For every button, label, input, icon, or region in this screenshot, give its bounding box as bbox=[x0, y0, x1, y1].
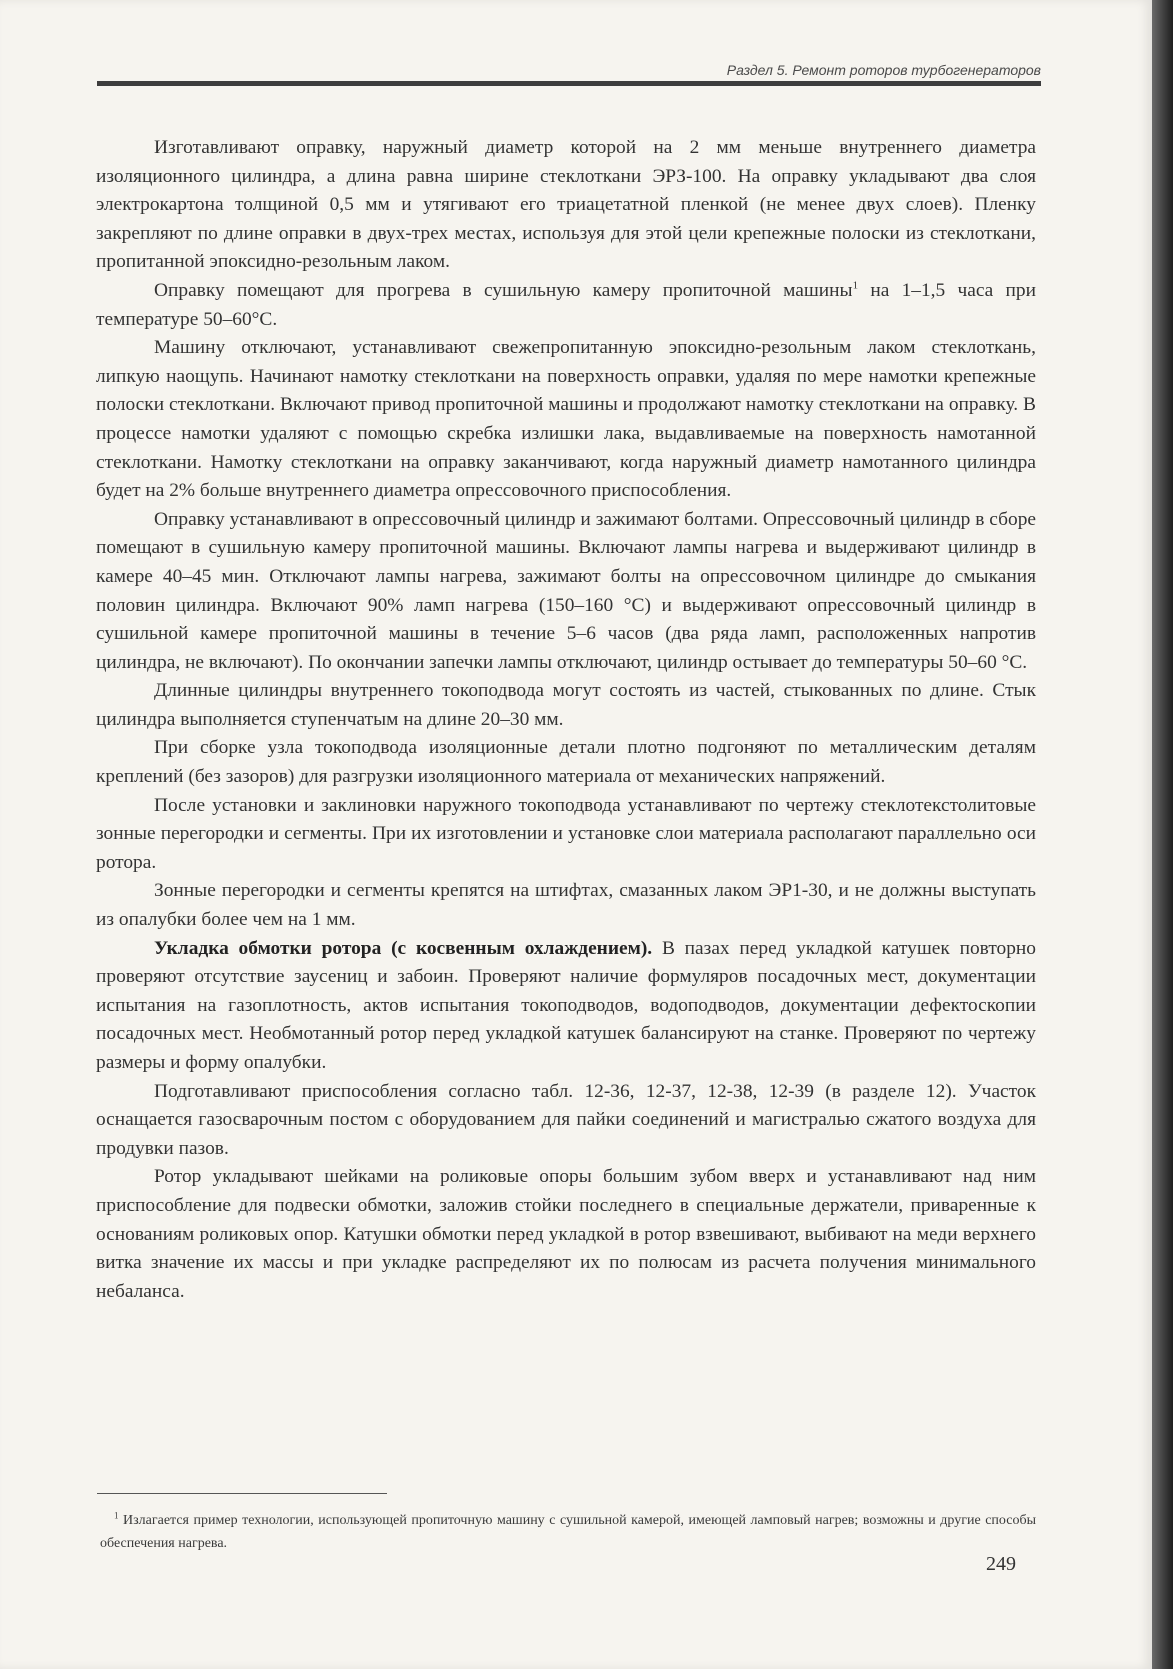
paragraph-2 bbox=[96, 277, 1036, 334]
page-number: 249 bbox=[986, 1553, 1016, 1575]
paragraph-7: После установки и заклиновки наружного токоподвода устанавливают по чертежу стеклотекстолитовые зонные перегородки и сегменты. При их изготовлении и установке слои материала располагают параллельно оси ротора. bbox=[96, 794, 1036, 873]
header-rule bbox=[97, 81, 1041, 86]
paragraph-5: Длинные цилиндры внутреннего токоподвода могут состоять из частей, стыкованных по длине. Стык цилиндра выполняется ступенчатым на длине 20–30 мм. bbox=[96, 680, 1036, 730]
paragraph-9 bbox=[96, 935, 1036, 1078]
paragraph-8: Зонные перегородки и сегменты крепятся на штифтах, смазанных лаком ЭР1-30, и не должны выступать из опалубки более чем на 1 мм. bbox=[96, 880, 1036, 931]
section-heading-inline: Укладка обмотки ротора (с косвенным охлаждением). bbox=[154, 937, 653, 959]
footnote-reference[interactable]: 1 bbox=[852, 279, 859, 292]
paragraph-9-text: В пазах перед укладкой катушек повторно проверяют отсутствие заусениц и забоин. Проверяют наличие формуляров посадочных мест, документации испытания на газоплотность, актов испытания токоподводов, водоподводов, документации дефектоскопии посадочных мест. Необмотанный ротор перед укладкой катушек балансируют на станке. Проверяют по чертежу размеры и форму опалубки. bbox=[96, 937, 1036, 1073]
paragraph-4: Оправку устанавливают в опрессовочный цилиндр и зажимают болтами. Опрессовочный цилиндр в сборе помещают в сушильную камеру пропиточной машины. Включают лампы нагрева и выдерживают цилиндр в камере 40–45 мин. Отключают лампы нагрева, зажимают болты на опрессовочном цилиндре до смыкания половин цилиндра. Включают 90% ламп нагрева (150–160 °С) и выдерживают опрессовочный цилиндр в сушильной камере пропиточной машины в течение 5–6 часов (два ряда ламп, расположенных напротив цилиндра, не включают). По окончании запечки лампы отключают, цилиндр остывает до температуры 50–60 °С. bbox=[96, 508, 1036, 673]
running-header: Раздел 5. Ремонт роторов турбогенераторов bbox=[726, 62, 1041, 78]
main-text bbox=[96, 134, 1036, 1306]
footnote bbox=[100, 1509, 1036, 1555]
footnote-mark: 1 bbox=[114, 1510, 119, 1521]
paragraph-3: Машину отключают, устанавливают свежепропитанную эпоксидно-резольным лаком стеклоткань, липкую наощупь. Начинают намотку стеклоткани на поверхность оправки, удаляя по мере намотки крепежные полоски стеклоткани. Включают привод пропиточной машины и продолжают намотку стеклоткани на оправку. В процессе намотки удаляют с помощью скребка излишки лака, выдавливаемые на поверхность намотанной стеклоткани. Намотку стеклоткани на оправку заканчивают, когда наружный диаметр намотанного цилиндра будет на 2% больше внутреннего диаметра опрессовочного приспособления. bbox=[96, 337, 1036, 502]
footnote-rule bbox=[97, 1493, 387, 1494]
paragraph-1: Изготавливают оправку, наружный диаметр которой на 2 мм меньше внутреннего диаметра изоляционного цилиндра, а длина равна ширине стеклоткани ЭРЗ-100. На оправку укладывают два слоя электрокартона толщиной 0,5 мм и утягивают его триацетатной пленкой (не менее двух слоев). Пленку закрепляют по длине оправки в двух-трех местах, используя для этой цели крепежные полоски из стеклоткани, пропитанной эпоксидно-резольным лаком. bbox=[96, 137, 1036, 273]
paragraph-11: Ротор укладывают шейками на роликовые опоры большим зубом вверх и устанавливают над ним приспособление для подвески обмотки, заложив стойки последнего в специальные держатели, приваренные к основаниям роликовых опор. Катушки обмотки перед укладкой в ротор взвешивают, выбивают на меди верхнего витка значение их массы и при укладке распределяют их по полюсам из расчета получения минимального небаланса. bbox=[96, 1166, 1036, 1302]
paragraph-6: При сборке узла токоподвода изоляционные детали плотно подгоняют по металлическим деталям креплений (без зазоров) для разгрузки изоляционного материала от механических напряжений. bbox=[96, 737, 1036, 788]
paragraph-10: Подготавливают приспособления согласно табл. 12-36, 12-37, 12-38, 12-39 (в разделе 12). Участок оснащается газосварочным постом с оборудованием для пайки соединений и магистралью сжатого воздуха для продувки пазов. bbox=[96, 1080, 1036, 1159]
scan-edge bbox=[1152, 0, 1173, 1669]
paragraph-2-text-before: Оправку помещают для прогрева в сушильную камеру пропиточной машины bbox=[154, 279, 853, 301]
footnote-text: Излагается пример технологии, использующей пропиточную машину с сушильной камерой, имеющей ламповый нагрев; возможны и другие способы обеспечения нагрева. bbox=[100, 1513, 1037, 1551]
paragraph-2-text-after: на 1–1,5 часа при температуре 50–60°С. bbox=[96, 279, 1037, 330]
